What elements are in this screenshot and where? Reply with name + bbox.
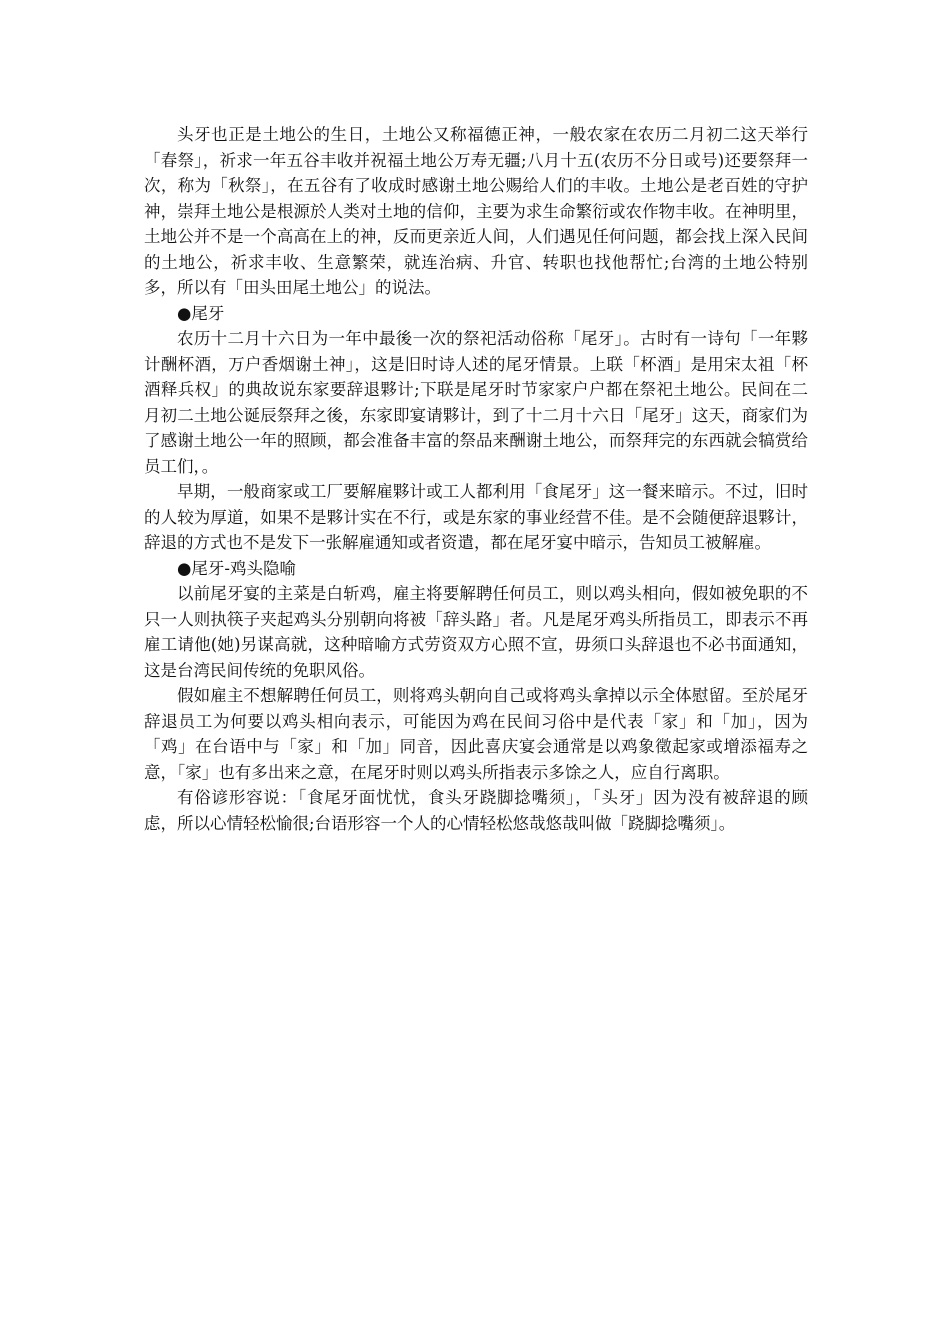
section-heading-chicken-head: ●尾牙-鸡头隐喻: [177, 558, 296, 578]
document-body: [144, 122, 808, 836]
paragraph-chicken-head-meaning: 假如雇主不想解聘任何员工，则将鸡头朝向自己或将鸡头拿掉以示全体慰留。至於尾牙辞退员工为何要以鸡头相向表示，可能因为鸡在民间习俗中是代表「家」和「加」，因为「鸡」在台语中与「家」和「加」同音，因此喜庆宴会通常是以鸡象徵起家或增添福寿之意，「家」也有多出来之意，在尾牙时则以鸡头所指表示多馀之人，应自行离职。: [144, 686, 808, 782]
paragraph-chicken-head-custom: 以前尾牙宴的主菜是白斩鸡，雇主将要解聘任何员工，则以鸡头相向，假如被免职的不只一人则执筷子夹起鸡头分别朝向将被「辞头路」者。凡是尾牙鸡头所指员工，即表示不再雇工请他(她)另谋高就，这种暗喻方式劳资双方心照不宣，毋须口头辞退也不必书面通知，这是台湾民间传统的免职风俗。: [144, 584, 808, 680]
paragraph-early-dismissal: 早期，一般商家或工厂要解雇夥计或工人都利用「食尾牙」这一餐来暗示。不过，旧时的人较为厚道，如果不是夥计实在不行，或是东家的事业经营不佳。是不会随便辞退夥计，辞退的方式也不是发下一张解雇通知或者资遣，都在尾牙宴中暗示，告知员工被解雇。: [144, 482, 808, 552]
paragraph-weiya-origin: 农历十二月十六日为一年中最後一次的祭祀活动俗称「尾牙」。古时有一诗句「一年夥计酬杯酒，万户香烟谢土神」，这是旧时诗人述的尾牙情景。上联「杯酒」是用宋太祖「杯酒释兵权」的典故说东家要辞退夥计;下联是尾牙时节家家户户都在祭祀土地公。民间在二月初二土地公诞辰祭拜之後，东家即宴请夥计，到了十二月十六日「尾牙」这天，商家们为了感谢土地公一年的照顾，都会准备丰富的祭品来酬谢土地公，而祭拜完的东西就会犒赏给员工们，。: [144, 329, 808, 476]
paragraph-proverb: 有俗谚形容说：「食尾牙面忧忧，食头牙跷脚捻嘴须」，「头牙」因为没有被辞退的顾虑，所以心情轻松愉很;台语形容一个人的心情轻松悠哉悠哉叫做「跷脚捻嘴须」。: [144, 788, 808, 833]
section-heading-weiya: ●尾牙: [177, 303, 225, 323]
paragraph-touya-intro: 头牙也正是土地公的生日，土地公又称福德正神，一般农家在农历二月初二这天举行「春祭」，祈求一年五谷丰收并祝福土地公万寿无疆;八月十五(农历不分日或号)还要祭拜一次，称为「秋祭」，在五谷有了收成时感谢土地公赐给人们的丰收。土地公是老百姓的守护神，崇拜土地公是根源於人类对土地的信仰，主要为求生命繁衍或农作物丰收。在神明里，土地公并不是一个高高在上的神，反而更亲近人间，人们遇见任何问题，都会找上深入民间的土地公，祈求丰收、生意繁荣，就连治病、升官、转职也找他帮忙;台湾的土地公特别多，所以有「田头田尾土地公」的说法。: [144, 125, 808, 297]
